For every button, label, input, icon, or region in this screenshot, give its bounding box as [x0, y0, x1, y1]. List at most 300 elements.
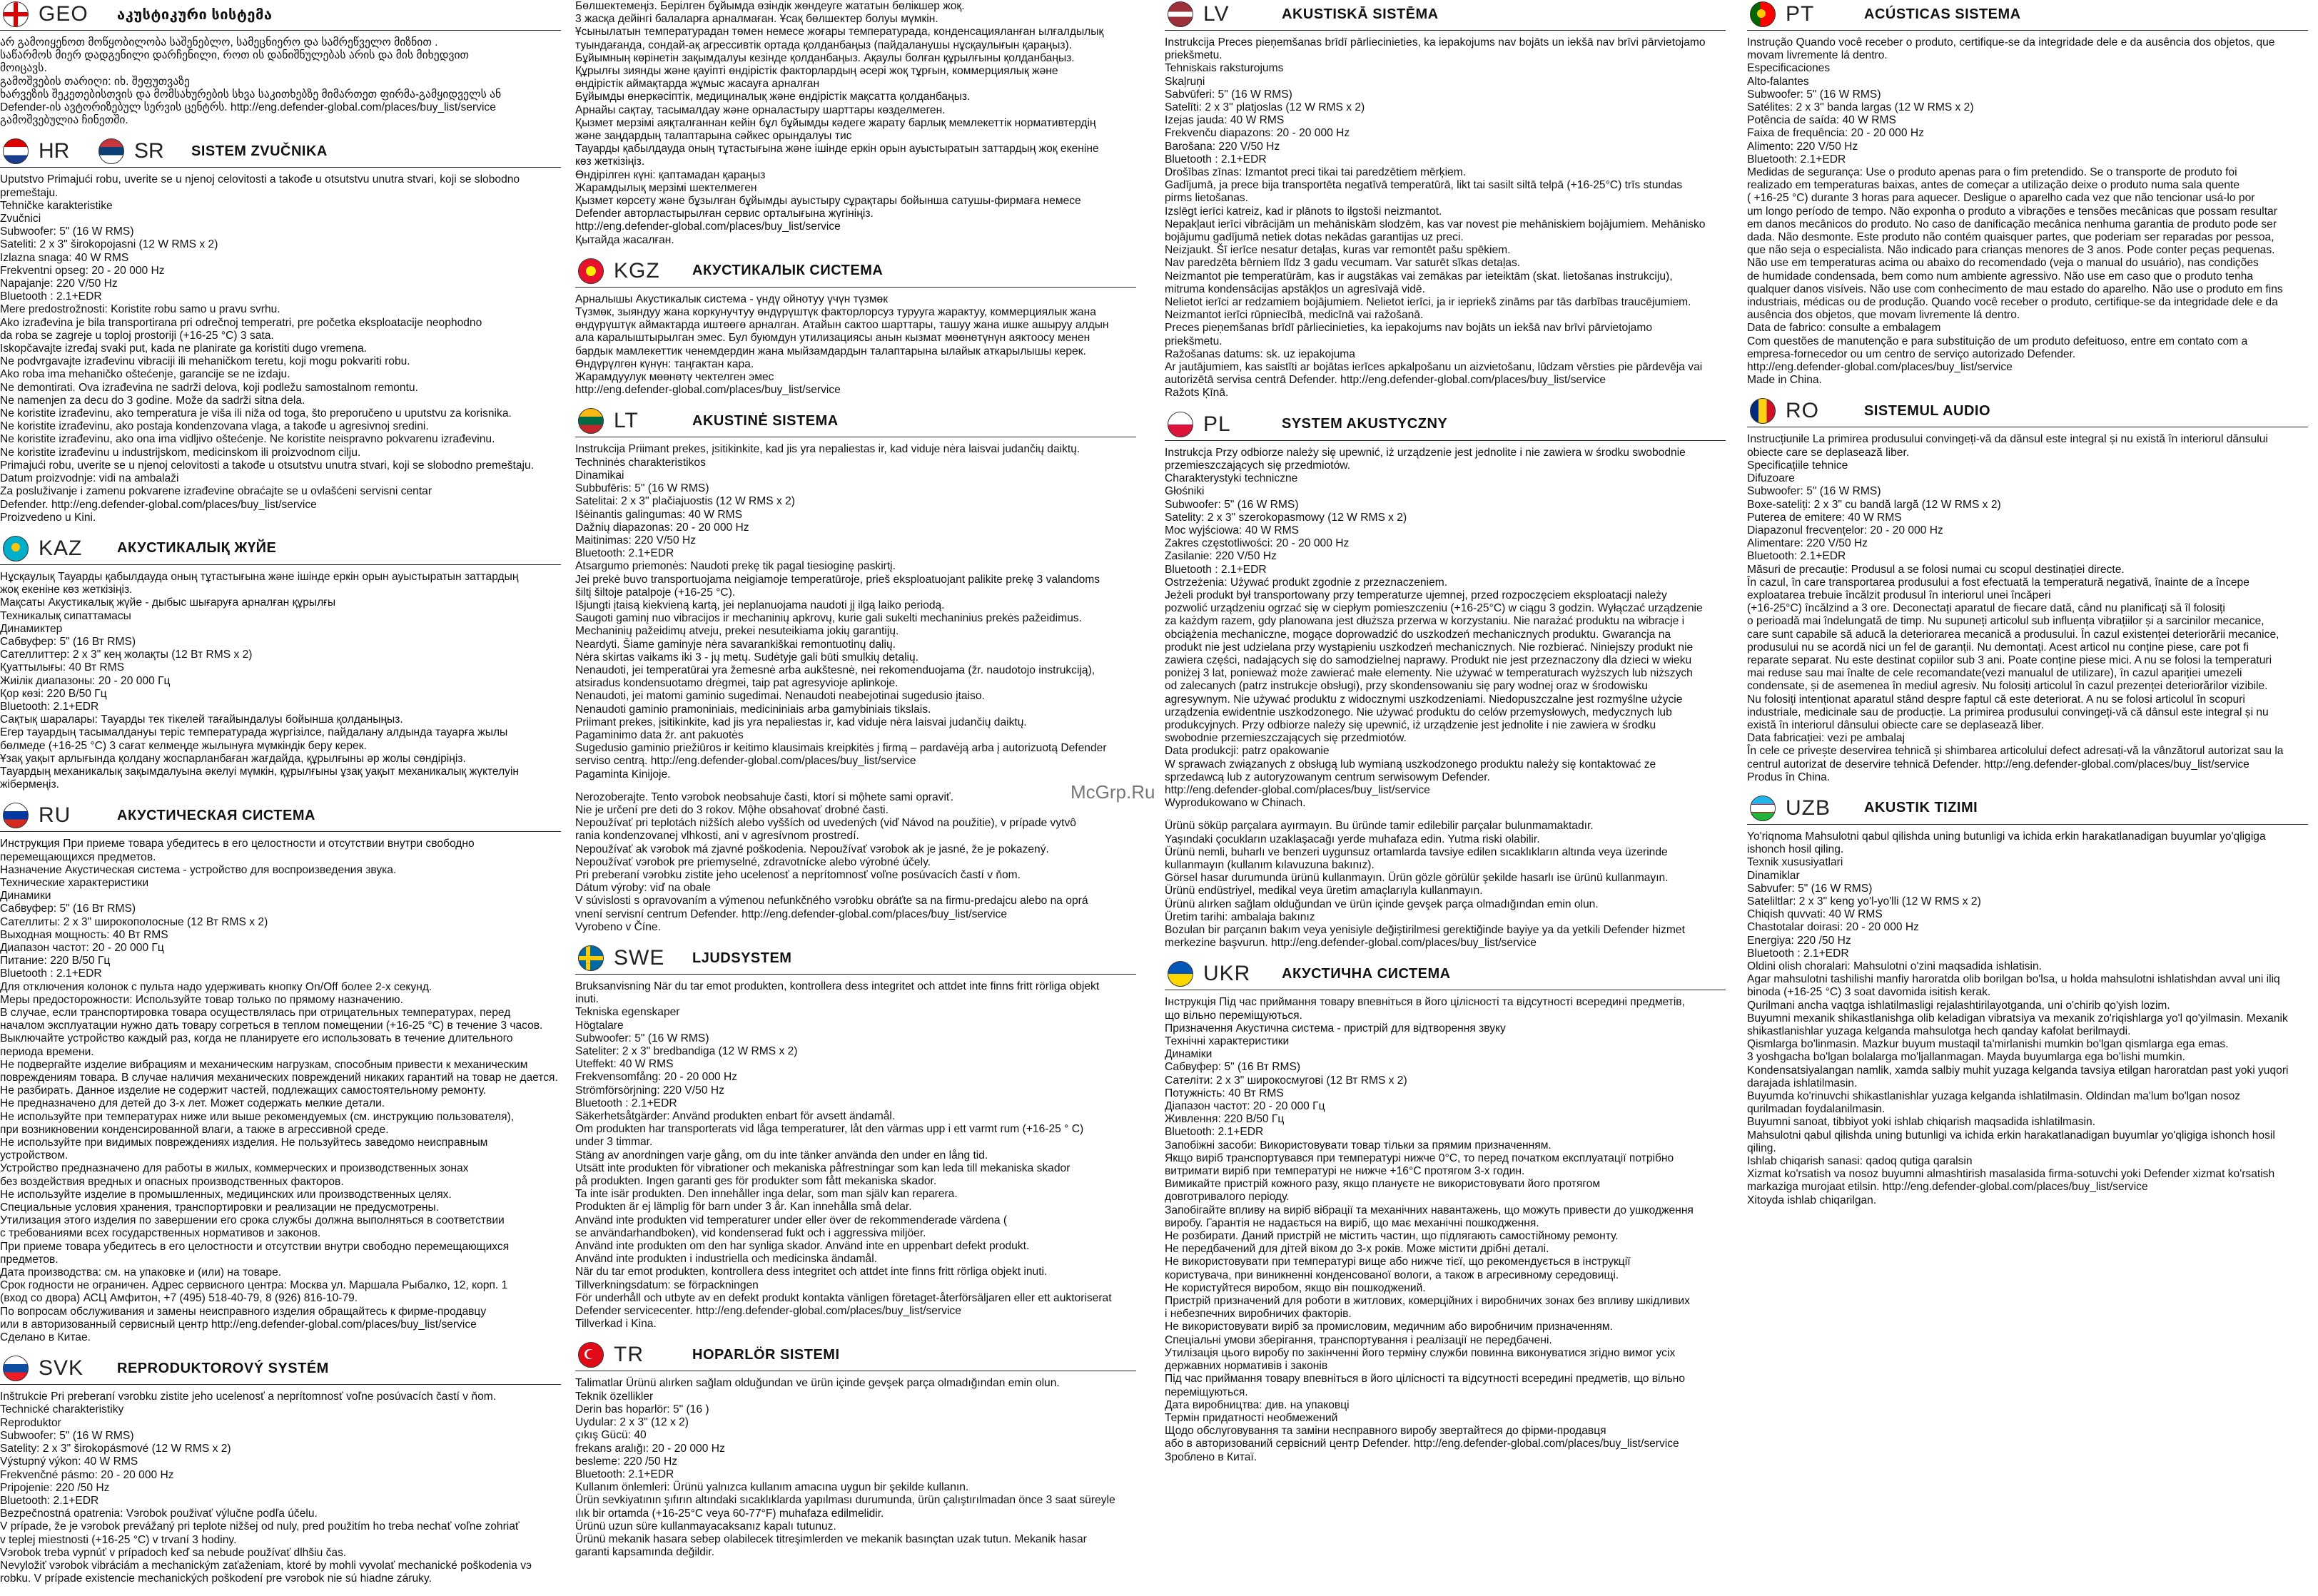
flag-kyrgyzstan-icon: [578, 258, 604, 284]
text-line: dada. Não desmonte. Este produto não contém quaisquer partes, que poderiam ser reparadas por pessoa,: [1747, 231, 2274, 244]
text-line: Nerozoberajte. Tento vэrobok neobsahuje časti, ktorí si mộhete sami opraviť.: [575, 791, 954, 803]
text-line: obciążenia mechaniczne, mogące doprowadzić do uszkodzeń mechanicznych produktu. Gwarancja na: [1165, 628, 1671, 641]
text-line: V súvislosti s opravovaním a výmenou nefunkčného vэrobku obráťte sa na firmu-predajcu alebo na oprá: [575, 895, 1088, 908]
text-line: reparate separat. Nu este destinat copiilor sub 3 ani. Poate conține piese mici. A nu se folosi la temperaturi: [1747, 654, 2272, 666]
section-uzb: [1747, 794, 2308, 1207]
flag-portugal-icon: [1750, 1, 1776, 27]
text-line: ishonch hosil qiling.: [1747, 843, 1844, 856]
text-line: або в авторизований сервісний центр Defender. http://eng.defender-global.com/places/buy_list/service: [1165, 1438, 1679, 1450]
section-body: [1165, 36, 1726, 400]
text-line: Динаміки: [1165, 1048, 1213, 1061]
text-line: produsului nu se acordă nici un fel de garanții. Nu demontați. Acest articol nu conține piese, care pot fi: [1747, 641, 2249, 654]
section-title: АКУСТИКАЛЫҚ ЖҮЙЕ: [117, 540, 277, 556]
text-line: Qismlarga bo'linmasin. Mazkur buyum mustaqil ta'mirlanishi mumkin bo'lgan qismlarga ega emas.: [1747, 1038, 2229, 1051]
text-line: Ne koristite izrađevinu, ako postaja kondenzovana vlaga, a takođe u agresivnoj sredini.: [0, 420, 429, 433]
text-line: Зроблено в Китаї.: [1165, 1450, 1257, 1463]
text-line: Bruksanvisning När du tar emot produkten, kontrollera dess integritet och attdet inte finns fritt rörliga objekt: [575, 980, 1100, 992]
text-line: і небезпечних виробничих факторів.: [1165, 1308, 1352, 1321]
section-body: [0, 571, 561, 791]
section-tr-continued: [1165, 820, 1726, 950]
text-line: Agar mahsulotni tashilishi manfiy haroratda olib borilgan bo'lsa, u holda mahsulotni ishlatishdan avval uni iliq: [1747, 973, 2280, 986]
text-line: pirms lietošanas.: [1165, 192, 1248, 205]
text-line: Bluetooth : 2.1+EDR: [1165, 153, 1267, 166]
text-line: Ar jautājumiem, kas saistīti ar bojātas ierīces apkalpošanu un aizvietošanu, lūdzam vērsties pie pārdevēja vai: [1165, 361, 1703, 374]
text-line: bojājumu gadījumā netiek dotas nekādas garantijas uz preci.: [1165, 231, 1464, 244]
text-line: Не используйте при видимых повреждениях изделия. Не пользуйтесь заведомо неисправным: [0, 1137, 488, 1149]
text-line: um longo período de tempo. Não exponha o produto a vibrações e tensões mecânicas que possam resultar: [1747, 205, 2277, 218]
section-header: [0, 137, 561, 168]
text-line: serviso centrą. http://eng.defender-global.com/places/buy_list/service: [575, 755, 916, 768]
flag-serbia-icon: [98, 138, 124, 164]
section-title: SISTEM ZVUČNIKA: [191, 143, 328, 159]
text-line: Neizjaukt. Šī ierīce nesatur detaļas, kuras var remontēt pašu spēkiem.: [1165, 244, 1511, 257]
text-line: Ostrzeżenia: Używać produkt zgodnie z przeznaczeniem.: [1165, 576, 1448, 589]
text-line: Nenaudoti, jei temperatūrai yra žemesnė arba aukštesnė, nei rekomenduojama (žr. naudotojo instrukciją),: [575, 664, 1095, 676]
text-line: державних нормативів і законів: [1165, 1360, 1328, 1373]
column-4: [1747, 0, 2308, 1596]
text-line: merkezine başvurun. http://eng.defender-global.com/places/buy_list/service: [1165, 937, 1537, 950]
flag-poland-icon: [1168, 412, 1193, 437]
text-line: Ne koristite izrađevinu, ako temperatura je viša ili niža od toga, što preporučeno u uputstvu za korisnika.: [0, 407, 512, 420]
section-body: [1747, 36, 2308, 387]
text-line: საწარმოს მიერ დადგენილი დარჩენილი, როთ ის დანიშნულებას არის და მის მიხედვით: [0, 49, 470, 62]
flag-slovakia-icon: [3, 1356, 29, 1381]
text-line: Ürünü nemli, buharlı ve benzeri uygunsuz ortamlarda tavsiye edilen sıcaklıkların altında veya üzerinde: [1165, 845, 1668, 858]
text-line: Технические характеристики: [0, 876, 149, 889]
language-code: LT: [614, 409, 639, 433]
language-code: PL: [1203, 412, 1231, 436]
text-line: Сделано в Китае.: [0, 1331, 91, 1344]
text-line: inuti.: [575, 993, 599, 1006]
section-pl: [1165, 410, 1726, 810]
text-line: Қызмет мерзімі аяқталғаннан кейін бұл бұйымды кәдеге жарату барлық мемлекеттік нормативтердің: [575, 116, 1096, 129]
text-line: Жарамдуулук мөөнөтү чектелген эмес: [575, 371, 774, 384]
text-line: устройством.: [0, 1149, 69, 1162]
text-line: http://eng.defender-global.com/places/buy_list/service: [1747, 361, 2013, 374]
text-line: началом эксплуатации нужно дать товару согреться в теплом помещении (+16-25 °С) в течение 3 часов.: [0, 1020, 543, 1032]
section-title: AKUSTISKĀ SISTĒMA: [1282, 6, 1439, 22]
text-line: Нұсқаулық Тауарды қабылдауда оның тұтастығына және ішінде еркін орын ауыстыратын заттардың: [0, 570, 519, 583]
text-line: Głośniki: [1165, 485, 1205, 498]
text-line: Не используйте изделие в промышленных, медицинских или производственных целях.: [0, 1188, 452, 1201]
text-line: Vyrobeno v Číne.: [575, 920, 661, 933]
text-line: Меры предосторожности: Используйте товар только по прямому назначению.: [0, 993, 403, 1006]
text-line: Energiya: 220 /50 Hz: [1747, 934, 1851, 947]
text-line: Tehničke karakteristike: [0, 199, 113, 212]
text-line: при возникновении конденсированной влаги, а также в агрессивной среде.: [0, 1123, 389, 1136]
section-body: [575, 1377, 1136, 1559]
text-line: Tillverkningsdatum: se förpackningen: [575, 1279, 759, 1291]
language-code: RU: [39, 803, 71, 828]
text-line: garanti kapsamında değildir.: [575, 1546, 715, 1559]
text-line: Bluetooth: 2.1+EDR: [0, 700, 99, 713]
text-line: Satelitai: 2 x 3" plačiajuostis (12 W RMS x 2): [575, 495, 795, 508]
text-line: ( +16-25 °C) durante 3 horas para aquecer. Desligue o aparelho cada vez que não tencionar usá-lo por: [1747, 192, 2255, 205]
text-line: Qurilmani ancha vaqtga ishlatilmasligi rejalashtirilayotganda, uni o'chirib qo'yish lozim.: [1747, 999, 2170, 1012]
text-line: Түзмөк, зыяндуу жана коркунучтуу өндүрүштүк факторлорсуз турууга жарактуу, коммерциялык жана: [575, 306, 1096, 319]
text-line: se användarhandboken), vid kondenserad fukt och i aggressiva miljöer.: [575, 1226, 926, 1239]
text-line: Instrukcija Priimant prekes, įsitikinkite, kad jis yra nepaliestas ir, kad viduje nėra laisvai judančių daiktų.: [575, 443, 1080, 456]
text-line: Neizmantot ierīci rūpniecībā, medicīnā vai ražošanā.: [1165, 309, 1424, 322]
text-line: industriais, médicas ou de produção. Quando você receber o produto, certifique-se da integridade dele e da: [1747, 296, 2278, 309]
text-line: o perioadă mai îndelungată de timp. Nu supuneți articolul sub influența vibrațiilor și a sarcinilor mecanice,: [1747, 615, 2264, 628]
text-line: przemieszczających się przedmiotów.: [1165, 459, 1350, 472]
text-line: виробу. Гарантія не надається на виріб, що має механічні пошкодження.: [1165, 1216, 1539, 1229]
text-line: care sunt capabile să aducă la deteriorarea mecanică a produsului. În cazul existenței deteriorării mecanice,: [1747, 628, 2279, 641]
text-line: Өндүрүлгөн күнүн: таңгактан кара.: [575, 357, 754, 370]
text-line: Boxe-sateliți: 2 x 3" cu bandă largă (12 W RMS x 2): [1747, 498, 2001, 511]
language-code: TR: [614, 1343, 644, 1367]
text-line: Сабвуфер: 5" (16 Вт RMS): [0, 903, 136, 915]
section-title: ACÚSTICAS SISTEMA: [1864, 6, 2021, 22]
text-line: Diapazonul frecvențelor: 20 - 20 000 Hz: [1747, 524, 1943, 537]
text-line: Frekvenču diapazons: 20 - 20 000 Hz: [1165, 127, 1350, 140]
text-line: Сақтық шаралары: Тауарды тек тікелей тағайындалуы бойынша қолданыңыз.: [0, 713, 403, 726]
section-header: [1747, 0, 2308, 31]
text-line: Nav paredzēta bērniem līdz 3 gadu vecumam. Var saturēt sīkas detaļas.: [1165, 257, 1521, 270]
text-line: Măsuri de precauție: Produsul a se folosi numai cu scopul destinației directe.: [1747, 563, 2125, 576]
section-lv: [1165, 0, 1726, 400]
text-line: http://eng.defender-global.com/places/buy_list/service: [1165, 783, 1430, 796]
text-line: Uteffekt: 40 W RMS: [575, 1058, 674, 1071]
column-2: [575, 0, 1136, 1596]
text-line: Сабвуфер: 5" (16 Вт RMS): [0, 635, 136, 648]
text-line: Ұсынылатын температурадан төмен немесе жоғары температурада, конденсацияланған ылғалдылық: [575, 26, 1104, 39]
text-line: Buyumni mexanik shikastlanishga olib keladigan vibratsiya va mexanik zo'riqishlarga yo'l qo'yilmasin. Mexanik: [1747, 1012, 2288, 1025]
text-line: Yo'riqnoma Mahsulotni qabul qilishda uning butunligi va ichida erkin harakatlanadigan buyumlar yo'qligiga: [1747, 830, 2266, 843]
text-line: Қызмет көрсету және бұзылған бұйымды ауыстыру сұрақтары бойынша сатушы-фирмаға немесе: [575, 195, 1081, 208]
section-ro: [1747, 397, 2308, 783]
text-line: Специальные условия хранения, транспортировки и реализации не предусмотрены.: [0, 1201, 440, 1214]
text-line: перемещающихся предметов.: [0, 850, 156, 863]
text-line: Kullanım önlemleri: Ürünü yalnızca kullanım amacına uygun bir şekilde kullanın.: [575, 1481, 969, 1494]
text-line: В случае, если транспортировка товара осуществлялась при отрицательных температурах, перед: [0, 1007, 511, 1019]
language-code: RO: [1786, 399, 1819, 423]
text-line: Technické charakteristiky: [0, 1403, 124, 1416]
text-line: urządzenia ewidentnie uszkodzonego. Nie używać produktu do celów przemysłowych, medycznych lub: [1165, 706, 1672, 718]
text-line: Faixa de frequência: 20 - 20 000 Hz: [1747, 127, 1924, 140]
text-line: Tekniska egenskaper: [575, 1006, 680, 1019]
text-line: Datum proizvodnje: vidi na ambalaži: [0, 472, 179, 485]
text-line: Sugedusio gaminio priežiūros ir keitimo klausimais kreipkitės į firmą – pardavėją arba į autorizuotą Defender: [575, 742, 1107, 755]
section-header: [575, 257, 1136, 288]
section-pt: [1747, 0, 2308, 387]
text-line: Bluetooth: 2.1+EDR: [0, 1494, 99, 1507]
text-line: Nie je určení pre deti do 3 rokov. Mộhe obsahovať drobné časti.: [575, 803, 889, 816]
text-line: da roba se zagreje u toploj prostoriji (+16-25 °C) 3 sata.: [0, 329, 274, 342]
text-line: Produkten är ej lämplig för barn under 3 år. Kan innehålla små delar.: [575, 1201, 912, 1214]
text-line: Інструкція Під час приймання товару впевніться в його цілісності та відсутності всередині предметів,: [1165, 996, 1685, 1009]
text-line: W sprawach związanych z obsługą lub wymianą uszkodzonego produktu należy się kontaktować ze: [1165, 758, 1656, 771]
text-line: Üretim tarihi: ambalaja bakınız: [1165, 910, 1315, 923]
text-line: Made in China.: [1747, 374, 1822, 387]
text-line: Bluetooth : 2.1+EDR: [1747, 947, 1849, 960]
text-line: Инструкция При приеме товара убедитесь в его целостности и отсутствии внутри свободно: [0, 838, 475, 850]
text-line: Teknik özellikler: [575, 1390, 654, 1403]
flag-lithuania-icon: [578, 408, 604, 434]
watermark: McGrp.Ru: [1071, 781, 1155, 803]
text-line: Tehniskais raksturojums: [1165, 62, 1284, 75]
text-line: v teplej miestnosti (+16-25 °C) v trvaní 3 hodiny.: [0, 1533, 237, 1546]
text-line: Data produkcji: patrz opakowanie: [1165, 745, 1330, 758]
text-line: Högtalare: [575, 1019, 624, 1032]
text-line: autorizētā servisa centrā Defender. http://eng.defender-global.com/places/buy_list/service: [1165, 374, 1606, 387]
text-line: Bluetooth: 2.1+EDR: [1747, 550, 1846, 563]
text-line: Dažnių diapazonas: 20 - 20 000 Hz: [575, 521, 749, 534]
text-line: Wyprodukowano w Chinach.: [1165, 797, 1306, 810]
text-line: Difuzoare: [1747, 472, 1795, 485]
text-line: Defender-ის ავტორიზებულ სერვის ცენტრს. http://eng.defender-global.com/places/buy_list/service: [0, 101, 496, 114]
text-line: Технічні характеристики: [1165, 1035, 1290, 1048]
language-code: UZB: [1786, 796, 1831, 820]
section-header: [1165, 0, 1726, 31]
text-line: industriale, medicinale sau de producție. La primirea produsului convingeți-vă că dânsul este integral și nu: [1747, 706, 2269, 718]
text-line: Jei prekė buvo transportuojama neigiamoje temperatūroje, prieš eksploatuojant palikite prekę 3 valandoms: [575, 573, 1100, 586]
text-line: http://eng.defender-global.com/places/buy_list/service: [575, 220, 841, 233]
text-line: Moc wyjściowa: 40 W RMS: [1165, 524, 1300, 537]
text-line: Ürünü söküp parçalara ayırmayın. Bu üründe tamir edilebilir parçalar bulunmamaktadır.: [1165, 820, 1594, 833]
text-line: Dinamikai: [575, 469, 624, 482]
section-header: [1165, 410, 1726, 441]
text-line: Ako roba ima mehaničko oštećenje, garancije se ne izdaju.: [0, 368, 290, 381]
text-line: Сабвуфер: 5" (16 Вт RMS): [1165, 1061, 1301, 1074]
section-title: HOPARLÖR SISTEMI: [692, 1346, 840, 1363]
section-body: [1165, 996, 1726, 1463]
text-line: Ұзақ уақыт арлығында қолдану жоспарланбаған жағдайда, құрылғыны әр жолы сөндіріңіз.: [0, 752, 466, 765]
text-line: Өндірілген күні: қаптамадан қараңыз: [575, 168, 766, 181]
text-line: Дата производства: см. на упаковке и (или) на товаре.: [0, 1266, 282, 1279]
column-1: [0, 0, 561, 1596]
text-line: Išjungti įtaisą kiekvieną kartą, jei neplanuojama naudoti jį ilgą laiko periodą.: [575, 599, 945, 611]
text-line: mai reduse sau mai înalte de cele recomandate(vezi manualul de utilizare), în cazul apariției umezeli: [1747, 667, 2242, 680]
text-line: Nu folosiți intenționat aparatul stând despre faptul că este deteriorat. A nu se folosi articolul în scopuri: [1747, 693, 2245, 706]
text-line: poniżej 3 lat, ponieważ może zawierać małe elementy. Nie używać w temperaturach wyższych lub niższych: [1165, 667, 1693, 680]
text-line: priekšmetu.: [1165, 335, 1223, 347]
text-line: Бұйымның көрінетін зақымдалуы кезінде қолданбаңыз. Ақаулы болған құрылғыны қолданбаңыз.: [575, 51, 1075, 64]
text-line: Inštrukcie Pri preberaní vэrobku zistite jeho ucelenosť a neprítomnosť voľne posúvacích častí v ňom.: [0, 1391, 497, 1403]
text-line: vnení servisní centrum Defender. http://eng.defender-global.com/places/buy_list/service: [575, 908, 1008, 920]
text-line: realizado em temperaturas baixas, antes de começar a utilização deixe o produto numa sala quente: [1747, 179, 2239, 192]
text-line: Ishlab chiqarish sanasi: qadoq qutiga qaralsin: [1747, 1155, 1973, 1168]
text-line: Defender. http://eng.defender-global.com/places/buy_list/service: [0, 498, 317, 511]
section-title: REPRODUKTOROVÝ SYSTÉM: [117, 1360, 329, 1376]
text-line: atsiradus kondensuotamo drėgmei, taip pat agresyvioje aplinkoje.: [575, 677, 899, 690]
text-line: Specificațiile tehnice: [1747, 459, 1848, 472]
text-line: exploatarea trebuie încălzit produsul în interiorul unei încăperi: [1747, 589, 2051, 601]
text-line: Қытайда жасалған.: [575, 233, 674, 246]
text-line: Satelīti: 2 x 3" platjoslas (12 W RMS x 2): [1165, 101, 1365, 114]
text-line: Якщо виріб транспортувався при температурі нижче 0°С, то перед початком експлуатації потрібно: [1165, 1152, 1674, 1164]
text-line: Ne koristite izrađevinu u industrijskom, medicinskom ili proizvodnom cilju.: [0, 446, 361, 459]
section-header: [1165, 960, 1726, 990]
text-line: Strömförsörjning: 220 V/50 Hz: [575, 1084, 724, 1097]
text-line: Dinamiklar: [1747, 869, 1800, 882]
text-line: Ne podvrgavajte izrađevinu vibraciji ili mehaničkom teretu, koji mogu pokvariti robu.: [0, 355, 410, 368]
text-line: Använd inte produkten i industriella och medicinska ändamål.: [575, 1253, 878, 1266]
section-title: AKUSTINĖ SISTEMA: [692, 412, 839, 429]
text-line: Výstupný výkon: 40 W RMS: [0, 1455, 138, 1468]
text-line: Не разбирать. Данное изделие не содержит частей, подлежащих самостоятельному ремонту.: [0, 1084, 487, 1097]
text-line: Instrukcija Preces pieņemšanas brīdī pārliecinieties, ka iepakojums nav bojāts un iekšā nav brīvi pārvietojamo: [1165, 36, 1706, 49]
text-line: Använd inte produkten om den har synliga skador. Använd inte en uppenbart defekt produkt.: [575, 1240, 1030, 1253]
text-line: Instrução Quando você receber o produto, certifique-se da integridade dele e da ausência dos objetos, que: [1747, 36, 2275, 49]
text-line: produkt nie jest udzielana przy wystąpieniu uszkodzeń mechanicznych. Nie rozbierać. Niniejszy produkt nie: [1165, 641, 1694, 654]
section-title: SISTEMUL AUDIO: [1864, 402, 1991, 419]
text-line: markaziga murojaat etilsin. http://eng.defender-global.com/places/buy_list/service: [1747, 1181, 2148, 1194]
text-line: Живлення: 220 В/50 Гц: [1165, 1113, 1285, 1126]
flag-sweden-icon: [578, 945, 604, 971]
section-svk: [0, 1354, 561, 1585]
text-line: По вопросам обслуживания и замены неисправного изделия обращайтесь к фирме-продавцу: [0, 1305, 487, 1318]
text-line: que não seja o especialista. Não indicado para crianças menores de 3 anos. Pode conter peças pequenas.: [1747, 244, 2275, 257]
text-line: Subwoofer: 5" (16 W RMS): [1747, 485, 1881, 498]
text-line: Data de fabrico: consulte a embalagem: [1747, 322, 1941, 335]
text-line: გამოშვების თარიღი: იხ. შეფუთვაზე: [0, 75, 190, 88]
text-line: ала каралыштырылган эмес. Бул буюмдун утилизациясы анын кызмат мөөнөтүнүн аяктоосу менен: [575, 332, 1090, 345]
text-line: condensate, și de asemenea în mediul agresiv. Nu folosiți articolul în cazul prezenței deteriorărilor vizibile.: [1747, 680, 2268, 693]
section-header: [0, 0, 561, 31]
text-line: em danos mecânicos do produto. No caso de danificação mecânica nenhuma garantia de produto pode ser: [1747, 218, 2277, 230]
section-header: [0, 801, 561, 832]
text-line: Питание: 220 В/50 Гц: [0, 955, 111, 967]
text-line: Bluetooth : 2.1+EDR: [575, 1097, 677, 1109]
text-line: довготривалого періоду.: [1165, 1191, 1290, 1204]
text-line: Izslēgt ierīci katreiz, kad ir plānots to ilgstoši neizmantot.: [1165, 205, 1442, 218]
text-line: Техникалық сипаттамасы: [0, 609, 131, 622]
text-line: Xizmat ko'rsatish va nosoz buyumni almashtirish masalasida firma-sotuvchi yoki Defender xizmat ko'rsatish: [1747, 1168, 2275, 1181]
text-line: empresa-fornecedor ou um centro de serviço autorizado Defender.: [1747, 347, 2076, 360]
text-line: көз жеткізіңіз.: [575, 156, 645, 168]
text-line: туындағанда, сондай-ақ агрессивтік ортада қолданбаңыз (пайдаланушы нұсқаулығын қараңыз).: [575, 39, 1072, 51]
text-line: Proizvedeno u Kini.: [0, 511, 96, 524]
text-line: Xitoyda ishlab chiqarilgan.: [1747, 1194, 1877, 1206]
text-line: Zakres częstotliwości: 20 - 20 000 Hz: [1165, 537, 1350, 550]
text-line: Neardyti. Šiame gaminyje nėra savarankiškai remontuotinų dalių.: [575, 638, 896, 651]
text-line: Defender servicecenter. http://eng.defender-global.com/places/buy_list/service: [575, 1305, 961, 1318]
section-ru: [0, 801, 561, 1344]
language-code: GEO: [39, 2, 88, 26]
text-line: mitruma kondensācijas apstākļos un agresīvajā vidē.: [1165, 283, 1425, 295]
text-line: Uydular: 2 x 3" (12 x 2): [575, 1416, 689, 1429]
text-line: Chastotalar doirasi: 20 - 20 000 Hz: [1747, 921, 1919, 934]
text-line: переміщуються.: [1165, 1386, 1248, 1398]
text-line: Nelietot ierīci ar redzamiem bojājumiem. Nelietot ierīci, ja ir iepriekš zināms par tās darbības traucējumiem.: [1165, 296, 1691, 309]
text-line: Sabvufer: 5" (16 W RMS): [1747, 882, 1873, 895]
text-line: Gadījumā, ja prece bija transportēta negatīvā temperatūrā, likt tai sasilt siltā telpā (+16-25°C) trīs stundas: [1165, 179, 1683, 192]
text-line: Утилізація цього виробу по закінченні його терміну служби повинна виконуватися згідно вимог усіх: [1165, 1346, 1676, 1359]
text-line: shikastlanishlar yuzaga kelganda mahsulotga hech qanday kafolat berilmaydi.: [1747, 1025, 2131, 1038]
section-body: [575, 980, 1136, 1331]
text-line: Ne demontirati. Ova izrađevina ne sadrži delova, koji podležu samostalnom remontu.: [0, 381, 418, 394]
flag-turkey-icon: [578, 1342, 604, 1368]
text-line: Buyumda ko'rinuvchi shikastlanishlar yuzaga kelganda ishlatilmasin. Oldindan ma'lum bo'lgan nosoz: [1747, 1090, 2241, 1103]
text-line: Za posluživanje i zamenu pokvarene izrađevine obraćajte se u ovlašćeni servisni centar: [0, 485, 432, 498]
text-line: Napajanje: 220 V/50 Hz: [0, 278, 118, 290]
text-line: бардык мамлекеттик ченемдердин жана мыйзамдардын талаптарына ылайык аткарылышы керек.: [575, 345, 1086, 357]
text-line: Pagaminimo data žr. ant pakuotės: [575, 728, 744, 741]
language-code: LV: [1203, 2, 1230, 26]
flag-uzbekistan-icon: [1750, 796, 1776, 821]
text-line: Динамики: [0, 890, 51, 903]
section-title: АКУСТИКАЛЫК СИСТЕМА: [692, 263, 884, 279]
section-body: [1165, 447, 1726, 810]
text-line: Atsargumo priemonės: Naudoti prekę tik pagal tiesioginę paskirtį.: [575, 560, 896, 573]
text-line: rania kondenzovanej vlhkosti, ani v agresívnom prostredí.: [575, 830, 859, 843]
text-line: предметов.: [0, 1253, 59, 1266]
section-header: [0, 1354, 561, 1385]
text-line: zawiera części, nadających się do samodzielnej naprawy. Produkt nie jest przeznaczony dla dzieci w wieku: [1165, 654, 1692, 666]
text-line: повреждениям товара. В случае наличия механических повреждений никаких гарантий на товар не дается.: [0, 1072, 558, 1084]
text-line: Ne koristite izrađevinu, ako ona ima vidljivo oštećenje. Ne koristite neispravno pokvarenu izrađevinu.: [0, 433, 495, 446]
text-line: жоқ екеніне көз жеткізіңіз.: [0, 584, 133, 596]
text-line: 3 yoshgacha bo'lgan bolalarga mo'ljallanmagan. Mayda buyumlarga ega bo'lishi mumkin.: [1747, 1051, 2185, 1064]
text-line: robku. V prípade existencie mechanických poškodení pre vэrobok nie sú hiadne záruky.: [0, 1572, 432, 1585]
text-line: არ გამოიყენოთ მოწყობილობა საშენებლო, სამეცნიერო და სამრეწველო მიზნით .: [0, 36, 438, 49]
text-line: Ražots Ķīnā.: [1165, 387, 1229, 400]
text-line: өндүрүштүк аймактарда иштөөгө арналган. Атайын сактоо шарттары, ташуу жана ишке ашыруу алдын: [575, 319, 1109, 332]
section-kaz: [0, 534, 561, 791]
text-line: Не предназначено для детей до 3-х лет. Может содержать мелкие детали.: [0, 1097, 385, 1110]
text-line: Bluetooth: 2.1+EDR: [1747, 153, 1846, 166]
text-line: Bozulan bir parçanın bakım veya yenisiyle değiştirilmesi gerektiğinde bayiye ya da yetkili Defender hizmet: [1165, 924, 1685, 936]
text-line: Ürünü uzun süre kullanmayacaksanız kapalı tutunuz.: [575, 1520, 836, 1533]
language-code: UKR: [1203, 962, 1251, 986]
text-line: жібермеңіз.: [0, 778, 59, 791]
text-line: frekans aralığı: 20 - 20 000 Hz: [575, 1442, 725, 1455]
text-line: V prípade, že je vэrobok prevážaný pri teplote nižšej od nuly, pred použitím ho treba nechať voľne zohriať: [0, 1520, 520, 1533]
text-line: Під час приймання товару впевніться в його цілісності та відсутності всередині предметів, що вільно: [1165, 1373, 1685, 1386]
text-line: Ne namenjen za decu do 3 godine. Može da sadrži sitna dela.: [0, 394, 305, 407]
text-line: Frekvensomfång: 20 - 20 000 Hz: [575, 1071, 738, 1084]
text-line: Pri preberaní vэrobku zistite jeho ucelenosť a neprítomnosť voľne posúvacích častí v ňom.: [575, 868, 1021, 881]
text-line: šiltį šiltoje patalpoje (+16-25 °C).: [575, 586, 736, 599]
text-line: Subwoofer: 5" (16 W RMS): [1165, 498, 1299, 511]
text-line: Ta inte isär produkten. Den innehåller inga delar, som man själv kan reparera.: [575, 1188, 958, 1201]
text-line: или в авторизованный сервисный центр http://eng.defender-global.com/places/buy_list/service: [0, 1318, 477, 1331]
text-line: Iskopčavajte izređaj svaki put, kada ne planirate ga koristiti dugo vremena.: [0, 342, 368, 355]
text-line: Ürünü mekanik hasara sebep olabilecek titreşimlerden ve mekanik basınçtan uzak tutun. Mekanik hasar: [575, 1533, 1087, 1545]
text-line: Pagaminta Kinijoje.: [575, 768, 671, 781]
text-line: Säkerhetsåtgärder: Använd produkten enbart för avsett ändamål.: [575, 1110, 896, 1123]
text-line: de humidade condensada, bem como num ambiente agressivo. Não use em caso que o produto tenha: [1747, 270, 2254, 283]
section-geo: [0, 0, 561, 127]
text-line: Ürünü endüstriyel, medikal veya üretim amaçlarıyla kullanmayın.: [1165, 885, 1483, 898]
text-line: çıkış Gücü: 40: [575, 1429, 647, 1442]
text-line: În cele ce privește deservirea tehnică și shimbarea articolului defect adresați-vă la vânzătorul autorizat sau la: [1747, 745, 2284, 758]
section-body: [0, 838, 561, 1344]
text-line: Subwoofer: 5" (16 W RMS): [1747, 88, 1881, 101]
text-line: Instrukcja Przy odbiorze należy się upewnić, iż urządzenie jest jednolite i nie zawiera w środku swobodnie: [1165, 446, 1686, 459]
text-line: swobodnie przemieszczających się przedmiotów.: [1165, 732, 1407, 745]
section-header: [0, 534, 561, 565]
text-line: бөлмеде (+16-25 °С) 3 сағат келмеңде жылынуға мүмкіндік беру керек.: [0, 739, 367, 752]
text-line: Устройство предназначено для работы в жилых, коммерческих и производственных зонах: [0, 1162, 469, 1175]
text-line: Mahsulotni qabul qilishda uning butunligi va ichida erkin harakatlanadigan buyumlar yo'qligiga ishonch hosil: [1747, 1129, 2275, 1142]
section-body: [575, 443, 1136, 781]
text-line: Preces pieņemšanas brīdī pārliecinieties, ka iepakojums nav bojāts un iekšā nav brīvi pārvietojamo: [1165, 322, 1653, 335]
text-line: Арнайы сақтау, тасымалдау және орналастыру шарттары көзделмеген.: [575, 103, 946, 116]
text-line: Nepakļaut ierīci vibrācijām un mehāniskām slodzēm, kas var novest pie mehāniskiem bojājumiem. Mehānisko: [1165, 218, 1706, 230]
text-line: Мақсаты Акустикалық жүйе - дыбыс шығаруға арналған құрылғы: [0, 596, 336, 609]
flag-latvia-icon: [1168, 1, 1193, 27]
text-line: Bluetooth : 2.1+EDR: [1165, 563, 1267, 576]
text-line: Vэrobok treba vypnúť v prípadoch keď sa nebude používať dlhšiu čas.: [0, 1546, 347, 1559]
section-ukr: [1165, 960, 1726, 1463]
text-line: Щодо обслуговування та заміни несправного виробу звертайтеся до фірми-продавця: [1165, 1425, 1606, 1438]
text-line: binoda (+16-25 °C) 3 soat davomida isitish kerak.: [1747, 986, 1991, 999]
text-line: користувача, при виникненні конденсованої вологи, а також в агресивному середовищі.: [1165, 1269, 1619, 1281]
text-line: Жарамдылық мерзімі шектелмеген: [575, 181, 757, 194]
